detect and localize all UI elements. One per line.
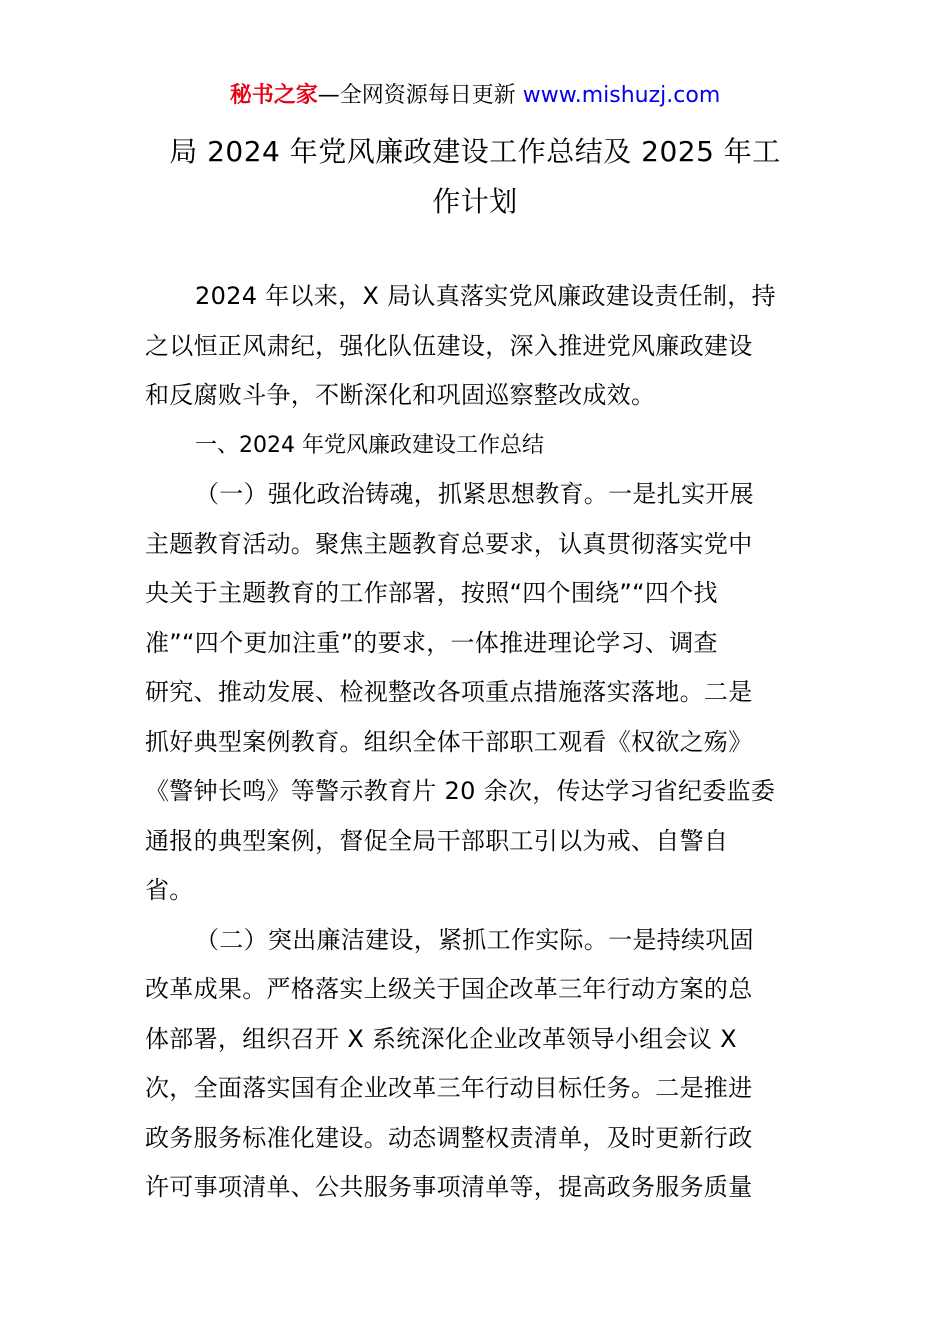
header-tagline: —全网资源每日更新	[317, 83, 516, 108]
paragraph-line: 次，全面落实国有企业改革三年行动目标任务。二是推进	[145, 1074, 753, 1102]
paragraph-line: 改革成果。严格落实上级关于国企改革三年行动方案的总	[145, 975, 753, 1003]
section-heading: 一、2024 年党风廉政建设工作总结	[195, 432, 544, 458]
paragraph-line: 和反腐败斗争，不断深化和巩固巡察整改成效。	[145, 381, 656, 409]
paragraph-line: 省。	[145, 876, 194, 904]
paragraph-line: 2024 年以来，X 局认真落实党风廉政建设责任制，持	[195, 282, 776, 310]
paragraph-line: （二）突出廉洁建设，紧抓工作实际。一是持续巩固	[195, 925, 754, 954]
title-line-1: 局 2024 年党风廉政建设工作总结及 2025 年工	[169, 135, 781, 168]
paragraph-line: 抓好典型案例教育。组织全体干部职工观看《权欲之殇》	[145, 727, 753, 756]
intro-paragraph	[145, 272, 805, 421]
part1-paragraph	[145, 470, 805, 916]
paragraph-line: 之以恒正风肃纪，强化队伍建设，深入推进党风廉政建设	[145, 331, 753, 360]
part2-paragraph	[145, 916, 805, 1213]
paragraph-line: 《警钟长鸣》等警示教育片 20 余次，传达学习省纪委监委	[145, 777, 776, 805]
paragraph-line: （一）强化政治铸魂，抓紧思想教育。一是扎实开展	[195, 480, 754, 508]
paragraph-line: 研究、推动发展、检视整改各项重点措施落实落地。二是	[145, 678, 753, 706]
paragraph-line: 许可事项清单、公共服务事项清单等，提高政务服务质量	[145, 1173, 753, 1201]
brand-name: 秘书之家	[229, 83, 318, 108]
paragraph-line: 体部署，组织召开 X 系统深化企业改革领导小组会议 X	[145, 1024, 737, 1053]
paragraph-line: 主题教育活动。聚焦主题教育总要求，认真贯彻落实党中	[145, 529, 753, 558]
paragraph-line: 准”“四个更加注重”的要求，一体推进理论学习、调查	[145, 628, 718, 657]
title-line-2: 作计划	[432, 185, 518, 218]
document-body	[145, 272, 805, 1213]
site-header	[0, 80, 950, 112]
paragraph-line: 通报的典型案例，督促全局干部职工引以为戒、自警自	[145, 826, 729, 855]
document-title	[145, 127, 805, 227]
site-url-link[interactable]: www.mishuzj.com	[522, 83, 721, 108]
paragraph-line: 政务服务标准化建设。动态调整权责清单，及时更新行政	[145, 1123, 753, 1152]
paragraph-line: 央关于主题教育的工作部署，按照“四个围绕”“四个找	[145, 579, 718, 607]
